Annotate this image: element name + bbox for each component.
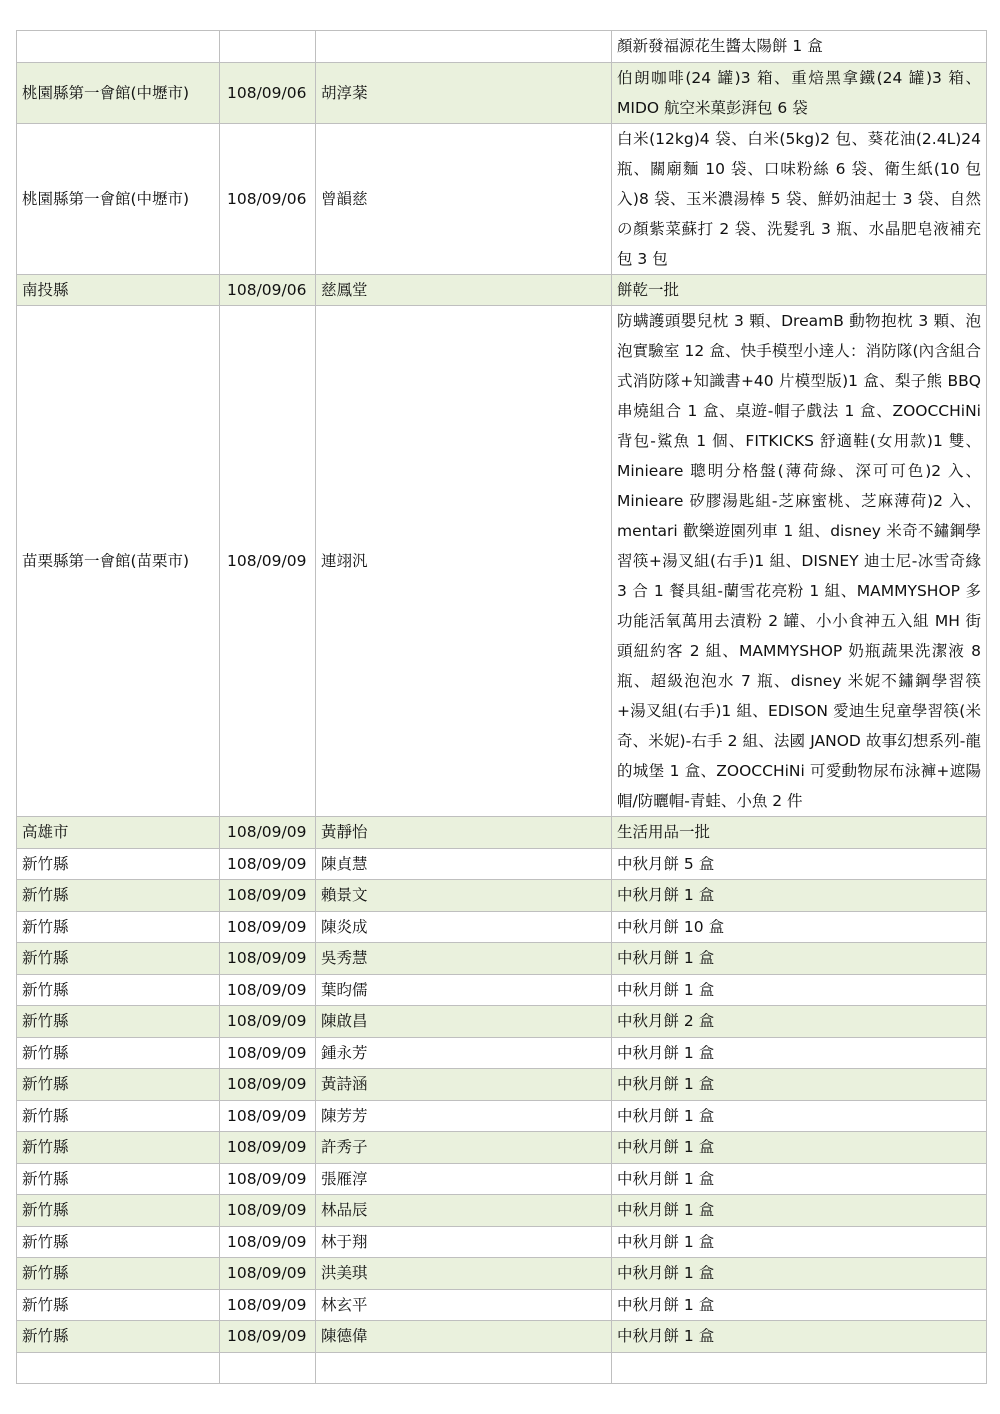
donor-cell (316, 1352, 612, 1384)
donor-cell: 黃詩涵 (316, 1069, 612, 1101)
items-cell: 中秋月餅 1 盒 (612, 1195, 987, 1227)
donor-cell: 張雁淳 (316, 1163, 612, 1195)
table-row (17, 848, 987, 880)
donor-cell: 鍾永芳 (316, 1037, 612, 1069)
donor-cell: 洪美琪 (316, 1258, 612, 1290)
donor-cell: 林于翔 (316, 1226, 612, 1258)
unit-cell (17, 1352, 220, 1384)
items-cell: 中秋月餅 1 盒 (612, 1226, 987, 1258)
table-row (17, 123, 987, 274)
table-row (17, 1163, 987, 1195)
table-row (17, 306, 987, 817)
date-cell (220, 31, 316, 63)
unit-cell: 新竹縣 (17, 974, 220, 1006)
donor-cell: 陳啟昌 (316, 1006, 612, 1038)
unit-cell: 新竹縣 (17, 1226, 220, 1258)
donor-cell: 林品辰 (316, 1195, 612, 1227)
table-row (17, 1037, 987, 1069)
unit-cell: 桃園縣第一會館(中壢市) (17, 62, 220, 123)
unit-cell: 新竹縣 (17, 1100, 220, 1132)
donation-table-body (17, 31, 987, 1384)
donor-cell: 陳芳芳 (316, 1100, 612, 1132)
date-cell: 108/09/06 (220, 123, 316, 274)
unit-cell: 新竹縣 (17, 1069, 220, 1101)
items-cell: 中秋月餅 2 盒 (612, 1006, 987, 1038)
table-row (17, 274, 987, 306)
items-cell: 中秋月餅 10 盒 (612, 911, 987, 943)
donor-cell: 陳炎成 (316, 911, 612, 943)
items-cell: 中秋月餅 1 盒 (612, 1289, 987, 1321)
table-row (17, 974, 987, 1006)
items-cell: 中秋月餅 1 盒 (612, 1258, 987, 1290)
date-cell: 108/09/09 (220, 974, 316, 1006)
unit-cell: 桃園縣第一會館(中壢市) (17, 123, 220, 274)
unit-cell (17, 31, 220, 63)
table-row (17, 1321, 987, 1353)
unit-cell: 新竹縣 (17, 943, 220, 975)
date-cell: 108/09/09 (220, 943, 316, 975)
unit-cell: 新竹縣 (17, 1258, 220, 1290)
date-cell: 108/09/09 (220, 1100, 316, 1132)
table-row (17, 943, 987, 975)
date-cell: 108/09/09 (220, 1195, 316, 1227)
date-cell: 108/09/09 (220, 880, 316, 912)
unit-cell: 苗栗縣第一會館(苗栗市) (17, 306, 220, 817)
date-cell: 108/09/09 (220, 1289, 316, 1321)
items-cell: 中秋月餅 5 盒 (612, 848, 987, 880)
items-cell: 中秋月餅 1 盒 (612, 1069, 987, 1101)
donor-cell: 吳秀慧 (316, 943, 612, 975)
date-cell: 108/09/06 (220, 274, 316, 306)
items-cell: 顏新發福源花生醬太陽餅 1 盒 (612, 31, 987, 63)
table-row (17, 817, 987, 849)
date-cell: 108/09/09 (220, 1321, 316, 1353)
donor-cell: 許秀子 (316, 1132, 612, 1164)
date-cell: 108/09/09 (220, 1006, 316, 1038)
unit-cell: 新竹縣 (17, 1006, 220, 1038)
table-row (17, 1289, 987, 1321)
date-cell: 108/09/09 (220, 911, 316, 943)
unit-cell: 新竹縣 (17, 1163, 220, 1195)
table-row (17, 31, 987, 63)
table-row (17, 1006, 987, 1038)
date-cell: 108/09/09 (220, 1258, 316, 1290)
donor-cell: 胡淳棻 (316, 62, 612, 123)
table-row (17, 1352, 987, 1384)
date-cell: 108/09/09 (220, 1132, 316, 1164)
items-cell: 中秋月餅 1 盒 (612, 1037, 987, 1069)
table-row (17, 1132, 987, 1164)
items-cell: 中秋月餅 1 盒 (612, 1132, 987, 1164)
items-cell: 中秋月餅 1 盒 (612, 1163, 987, 1195)
unit-cell: 新竹縣 (17, 848, 220, 880)
donor-cell: 連翊汎 (316, 306, 612, 817)
table-row (17, 1258, 987, 1290)
date-cell: 108/09/09 (220, 848, 316, 880)
unit-cell: 新竹縣 (17, 1132, 220, 1164)
items-cell: 中秋月餅 1 盒 (612, 880, 987, 912)
unit-cell: 新竹縣 (17, 1289, 220, 1321)
donor-cell: 陳德偉 (316, 1321, 612, 1353)
date-cell: 108/09/09 (220, 1037, 316, 1069)
donor-cell: 陳貞慧 (316, 848, 612, 880)
donor-cell: 林玄平 (316, 1289, 612, 1321)
date-cell: 108/09/06 (220, 62, 316, 123)
unit-cell: 新竹縣 (17, 880, 220, 912)
unit-cell: 高雄市 (17, 817, 220, 849)
items-cell: 中秋月餅 1 盒 (612, 1100, 987, 1132)
items-cell: 伯朗咖啡(24 罐)3 箱、重焙黑拿鐵(24 罐)3 箱、MIDO 航空米菓彭湃包 6 袋 (612, 62, 987, 123)
donor-cell: 曾韻慈 (316, 123, 612, 274)
unit-cell: 新竹縣 (17, 1037, 220, 1069)
items-cell (612, 1352, 987, 1384)
unit-cell: 南投縣 (17, 274, 220, 306)
donation-table (16, 30, 987, 1384)
unit-cell: 新竹縣 (17, 1321, 220, 1353)
donor-cell: 葉昀儒 (316, 974, 612, 1006)
date-cell: 108/09/09 (220, 306, 316, 817)
items-cell: 中秋月餅 1 盒 (612, 1321, 987, 1353)
table-row (17, 1195, 987, 1227)
items-cell: 防螨護頭嬰兒枕 3 顆、DreamB 動物抱枕 3 顆、泡泡實驗室 12 盒、快手模型小達人：消防隊(內含組合式消防隊+知識書+40 片模型版)1 盒、梨子熊 BBQ 串燒組合 1 盒、桌遊-帽子戲法 1 盒、ZOOCCHiNi 背包-鯊魚 1 個、FITKICKS 舒適鞋(女用款)1 雙、Minieare 聰明分格盤(薄荷綠、深可可色)2 入、Minieare 矽膠湯匙組-芝麻蜜桃、芝麻薄荷)2 入、mentari 歡樂遊園列車 1 組、disney 米奇不鏽鋼學習筷+湯叉組(右手)1 組、DISNEY 迪士尼-冰雪奇緣 3 合 1 餐具組-蘭雪花亮粉 1 組、MAMMYSHOP 多功能活氧萬用去漬粉 2 罐、小小食神五入組 MH 街頭紐約客 2 組、MAMMYSHOP 奶瓶蔬果洗潔液 8 瓶、超級泡泡水 7 瓶、disney 米妮不鏽鋼學習筷+湯叉組(右手)1 組、EDISON 愛迪生兒童學習筷(米奇、米妮)-右手 2 組、法國 JANOD 故事幻想系列-龍的城堡 1 盒、ZOOCCHiNi 可愛動物尿布泳褲+遮陽帽/防曬帽-青蛙、小魚 2 件 (612, 306, 987, 817)
items-cell: 中秋月餅 1 盒 (612, 943, 987, 975)
table-row (17, 880, 987, 912)
unit-cell: 新竹縣 (17, 1195, 220, 1227)
table-row (17, 62, 987, 123)
items-cell: 餅乾一批 (612, 274, 987, 306)
date-cell (220, 1352, 316, 1384)
unit-cell: 新竹縣 (17, 911, 220, 943)
items-cell: 生活用品一批 (612, 817, 987, 849)
donor-cell: 慈鳳堂 (316, 274, 612, 306)
items-cell: 白米(12kg)4 袋、白米(5kg)2 包、葵花油(2.4L)24 瓶、關廟麵 10 袋、口味粉絲 6 袋、衛生紙(10 包入)8 袋、玉米濃湯棒 5 袋、鮮奶油起士 3 袋、自然の顏紫菜蘇打 2 袋、洗髮乳 3 瓶、水晶肥皂液補充包 3 包 (612, 123, 987, 274)
date-cell: 108/09/09 (220, 1069, 316, 1101)
items-cell: 中秋月餅 1 盒 (612, 974, 987, 1006)
date-cell: 108/09/09 (220, 1226, 316, 1258)
donor-cell (316, 31, 612, 63)
table-row (17, 1226, 987, 1258)
donor-cell: 黃靜怡 (316, 817, 612, 849)
date-cell: 108/09/09 (220, 1163, 316, 1195)
date-cell: 108/09/09 (220, 817, 316, 849)
table-row (17, 911, 987, 943)
table-row (17, 1100, 987, 1132)
donor-cell: 賴景文 (316, 880, 612, 912)
table-row (17, 1069, 987, 1101)
